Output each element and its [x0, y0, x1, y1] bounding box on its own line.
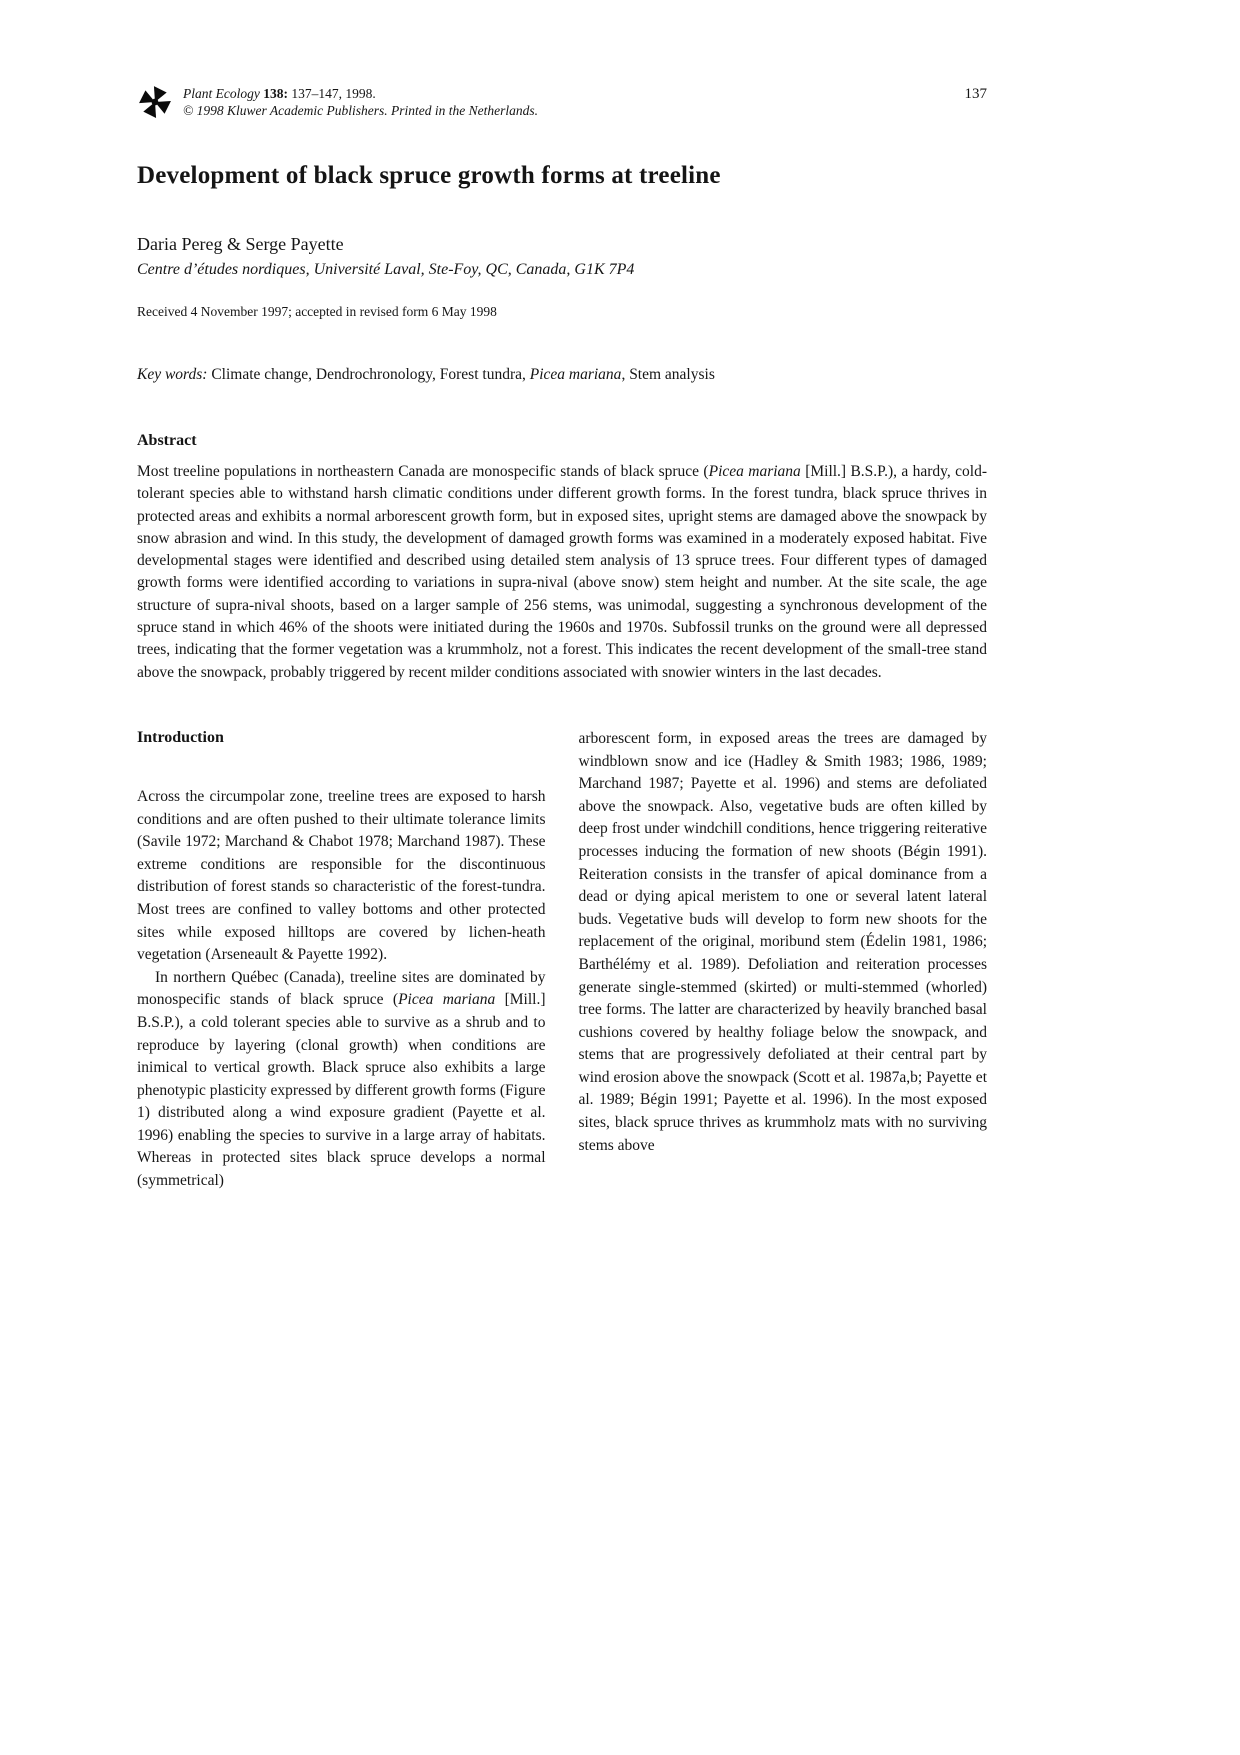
intro-paragraph-3: arborescent form, in exposed areas the trees are damaged by windblown snow and ice (Hadley & Smith 1983; 1986, 1989; Marchand 1987; Payette et al. 1996) and stems are defoliated above the snowpack. Also, vegetative buds are often killed by deep frost under windchill conditions, hence triggering reiterative processes inducing the formation of new shoots (Bégin 1991). Reiteration consists in the transfer of apical dominance from a dead or dying apical meristem to one or several latent lateral buds. Vegetative buds will develop to form new shoots for the replacement of the original, moribund stem (Édelin 1981, 1986; Barthélémy et al. 1989). Defoliation and reiteration processes generate single-stemmed (skirted) or multi-stemmed (whorled) tree forms. The latter are characterized by heavily branched basal cushions covered by healthy foliage below the snowpack, and stems that are progressively defoliated at their central part by wind erosion above the snowpack (Scott et al. 1987a,b; Payette et al. 1989; Bégin 1991; Payette et al. 1996). In the most exposed sites, black spruce thrives as krummholz mats with no surviving stems above [578, 729, 987, 1154]
page-number: 137 [964, 86, 987, 102]
affiliation-line: Centre d’études nordiques, Université Laval, Ste-Foy, QC, Canada, G1K 7P4 [137, 261, 635, 278]
journal-citation: Plant Ecology 138: 137–147, 1998. [183, 86, 376, 101]
received-line: Received 4 November 1997; accepted in revised form 6 May 1998 [137, 304, 497, 319]
two-column-section [137, 728, 987, 1193]
page-content [137, 84, 987, 1193]
copyright-line: © 1998 Kluwer Academic Publishers. Printed in the Netherlands. [183, 103, 538, 118]
publisher-logo-icon [137, 85, 173, 119]
authors-line: Daria Pereg & Serge Payette [137, 234, 344, 254]
keywords-line: Key words: Climate change, Dendrochronology, Forest tundra, Picea mariana, Stem analysis [137, 366, 715, 383]
journal-citation-block [183, 84, 538, 119]
abstract-heading: Abstract [137, 432, 197, 449]
introduction-heading: Introduction [137, 728, 224, 746]
article-title: Development of black spruce growth forms at treeline [137, 162, 721, 189]
abstract-body: Most treeline populations in northeastern Canada are monospecific stands of black spruce (Picea mariana [Mill.] B.S.P.), a hardy, cold-tolerant species able to withstand harsh climatic conditions under different growth forms. In the forest tundra, black spruce thrives in protected areas and exhibits a normal arborescent growth form, but in exposed sites, upright stems are damaged above the snowpack by snow abrasion and wind. In this study, the development of damaged growth forms was examined in a moderately exposed habitat. Five developmental stages were identified and described using detailed stem analysis of 13 spruce trees. Four different types of damaged growth forms were identified according to variations in supra-nival (above snow) stem height and number. At the site scale, the age structure of supra-nival shoots, based on a larger sample of 256 stems, was unimodal, suggesting a synchronous development of the spruce stand in which 46% of the shoots were initiated during the 1960s and 1970s. Subfossil trunks on the ground were all depressed trees, indicating that the former vegetation was a krummholz, not a forest. This indicates the recent development of the small-tree stand above the snowpack, probably triggered by recent milder conditions associated with snowier winters in the last decades. [137, 463, 988, 681]
intro-paragraph-2: In northern Québec (Canada), treeline sites are dominated by monospecific stands of black spruce (Picea mariana [Mill.] B.S.P.), a cold tolerant species able to survive as a shrub and to reproduce by layering (clonal growth) when conditions are inimical to vertical growth. Black spruce also exhibits a large phenotypic plasticity expressed by different growth forms (Figure 1) distributed along a wind exposure gradient (Payette et al. 1996) enabling the species to survive in a large array of habitats. Whereas in protected sites black spruce develops a normal (symmetrical) [137, 968, 546, 1190]
intro-paragraph-1: Across the circumpolar zone, treeline trees are exposed to harsh conditions and are often pushed to their ultimate tolerance limits (Savile 1972; Marchand & Chabot 1978; Marchand 1987). These extreme conditions are responsible for the discontinuous distribution of forest stands so characteristic of the forest-tundra. Most trees are confined to valley bottoms and other protected sites while exposed hilltops are covered by lichen-heath vegetation (Arseneault & Payette 1992). [137, 787, 546, 964]
journal-header [137, 84, 987, 119]
right-column [579, 728, 988, 1193]
left-column [137, 728, 546, 1193]
